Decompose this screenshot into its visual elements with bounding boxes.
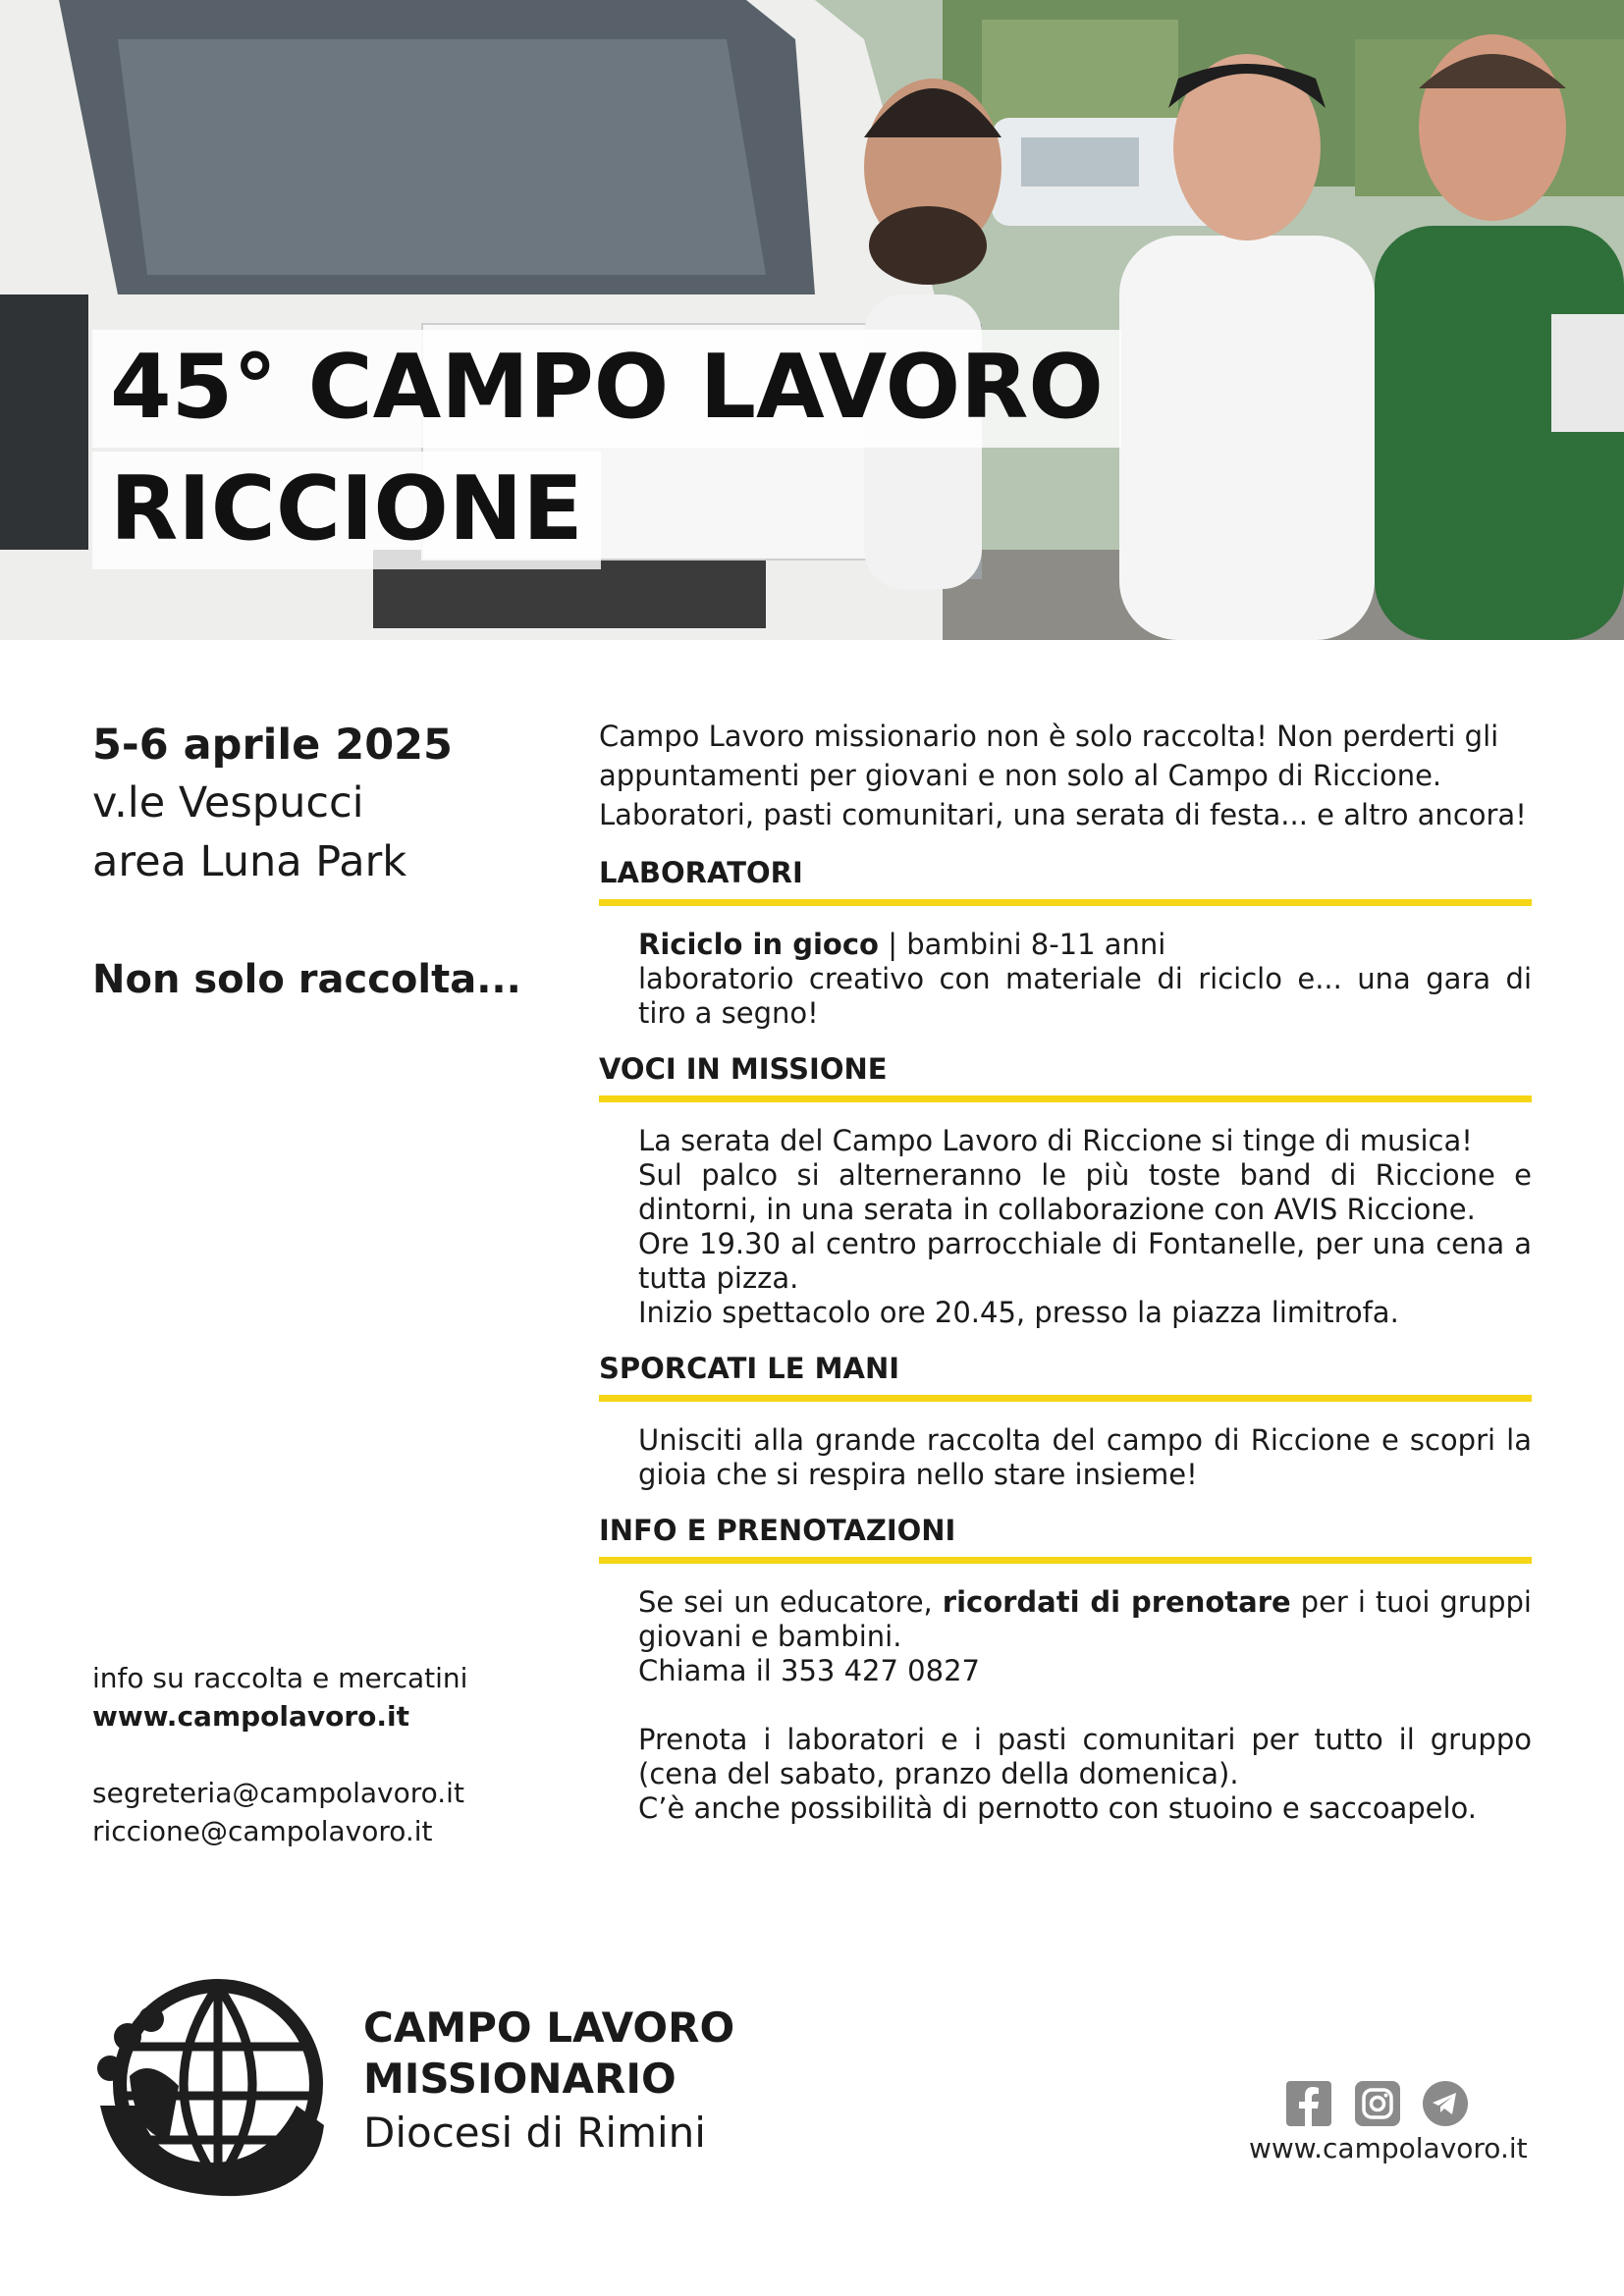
org-line-2: MISSIONARIO <box>363 2055 677 2103</box>
organization-name <box>363 2002 734 2162</box>
info-p1-end: per i tuoi gruppi giovani e bambini. <box>638 1585 1532 1653</box>
title-line-1: 45° CAMPO LAVORO <box>92 330 1121 448</box>
section-body-sporcati <box>638 1423 1532 1492</box>
hero-photo <box>0 0 1624 640</box>
section-body-laboratori <box>638 928 1532 1031</box>
section-title-laboratori: LABORATORI <box>599 856 1532 906</box>
voci-paragraph-3: Ore 19.30 al centro parrocchiale di Fontanelle, per una cena a tutta pizza. <box>638 1227 1532 1295</box>
info-phone: Chiama il 353 427 0827 <box>638 1654 980 1687</box>
program-column <box>599 717 1532 1826</box>
social-links <box>1286 2081 1468 2126</box>
voci-paragraph-1: La serata del Campo Lavoro di Riccione si tinge di musica! <box>638 1124 1473 1157</box>
info-paragraph-3: Prenota i laboratori e i pasti comunitari per tutto il gruppo (cena del sabato, pranzo della domenica). <box>638 1723 1532 1790</box>
event-details <box>92 717 524 891</box>
voci-paragraph-4: Inizio spettacolo ore 20.45, presso la piazza limitrofa. <box>638 1296 1399 1329</box>
globe-logo-icon <box>90 1968 331 2209</box>
section-title-voci: VOCI IN MISSIONE <box>599 1052 1532 1102</box>
voci-paragraph-2: Sul palco si alterneranno le più toste band di Riccione e dintorni, in una serata in collaborazione con AVIS Riccione. <box>638 1158 1532 1226</box>
section-title-sporcati: SPORCATI LE MANI <box>599 1352 1532 1402</box>
workshop-age: | bambini 8-11 anni <box>878 928 1166 961</box>
sporcati-paragraph: Unisciti alla grande raccolta del campo di Riccione e scopri la gioia che si respira nello stare insieme! <box>638 1423 1532 1491</box>
email-riccione[interactable]: riccione@campolavoro.it <box>92 1815 433 1847</box>
tagline: Non solo raccolta... <box>92 957 521 1002</box>
website-link[interactable]: www.campolavoro.it <box>92 1700 410 1733</box>
event-place-line-1: v.le Vespucci <box>92 778 364 828</box>
event-date: 5-6 aprile 2025 <box>92 721 453 770</box>
instagram-icon[interactable] <box>1355 2081 1400 2126</box>
title-line-2: RICCIONE <box>92 452 601 569</box>
telegram-icon[interactable] <box>1423 2081 1468 2126</box>
footer-website[interactable]: www.campolavoro.it <box>1249 2132 1528 2164</box>
section-body-info <box>638 1585 1532 1826</box>
workshop-name: Riciclo in gioco <box>638 928 879 961</box>
info-paragraph-4: C’è anche possibilità di pernotto con stuoino e saccoapelo. <box>638 1791 1477 1825</box>
org-line-3: Diocesi di Rimini <box>363 2109 706 2157</box>
info-p1-start: Se sei un educatore, <box>638 1585 943 1619</box>
contact-info <box>92 1659 467 1850</box>
info-p1-bold: ricordati di prenotare <box>942 1585 1291 1619</box>
info-label: info su raccolta e mercatini <box>92 1662 468 1694</box>
email-segreteria[interactable]: segreteria@campolavoro.it <box>92 1777 464 1809</box>
event-place-line-2: area Luna Park <box>92 837 407 886</box>
section-body-voci <box>638 1124 1532 1330</box>
org-line-1: CAMPO LAVORO <box>363 2003 735 2052</box>
facebook-icon[interactable] <box>1286 2081 1331 2126</box>
intro-text: Campo Lavoro missionario non è solo raccolta! Non perderti gli appuntamenti per giovani e non solo al Campo di Riccione. Laboratori, pasti comunitari, una serata di festa... e altro ancora! <box>599 720 1527 831</box>
section-title-info: INFO E PRENOTAZIONI <box>599 1514 1532 1564</box>
workshop-description: laboratorio creativo con materiale di riciclo e... una gara di tiro a segno! <box>638 962 1532 1030</box>
